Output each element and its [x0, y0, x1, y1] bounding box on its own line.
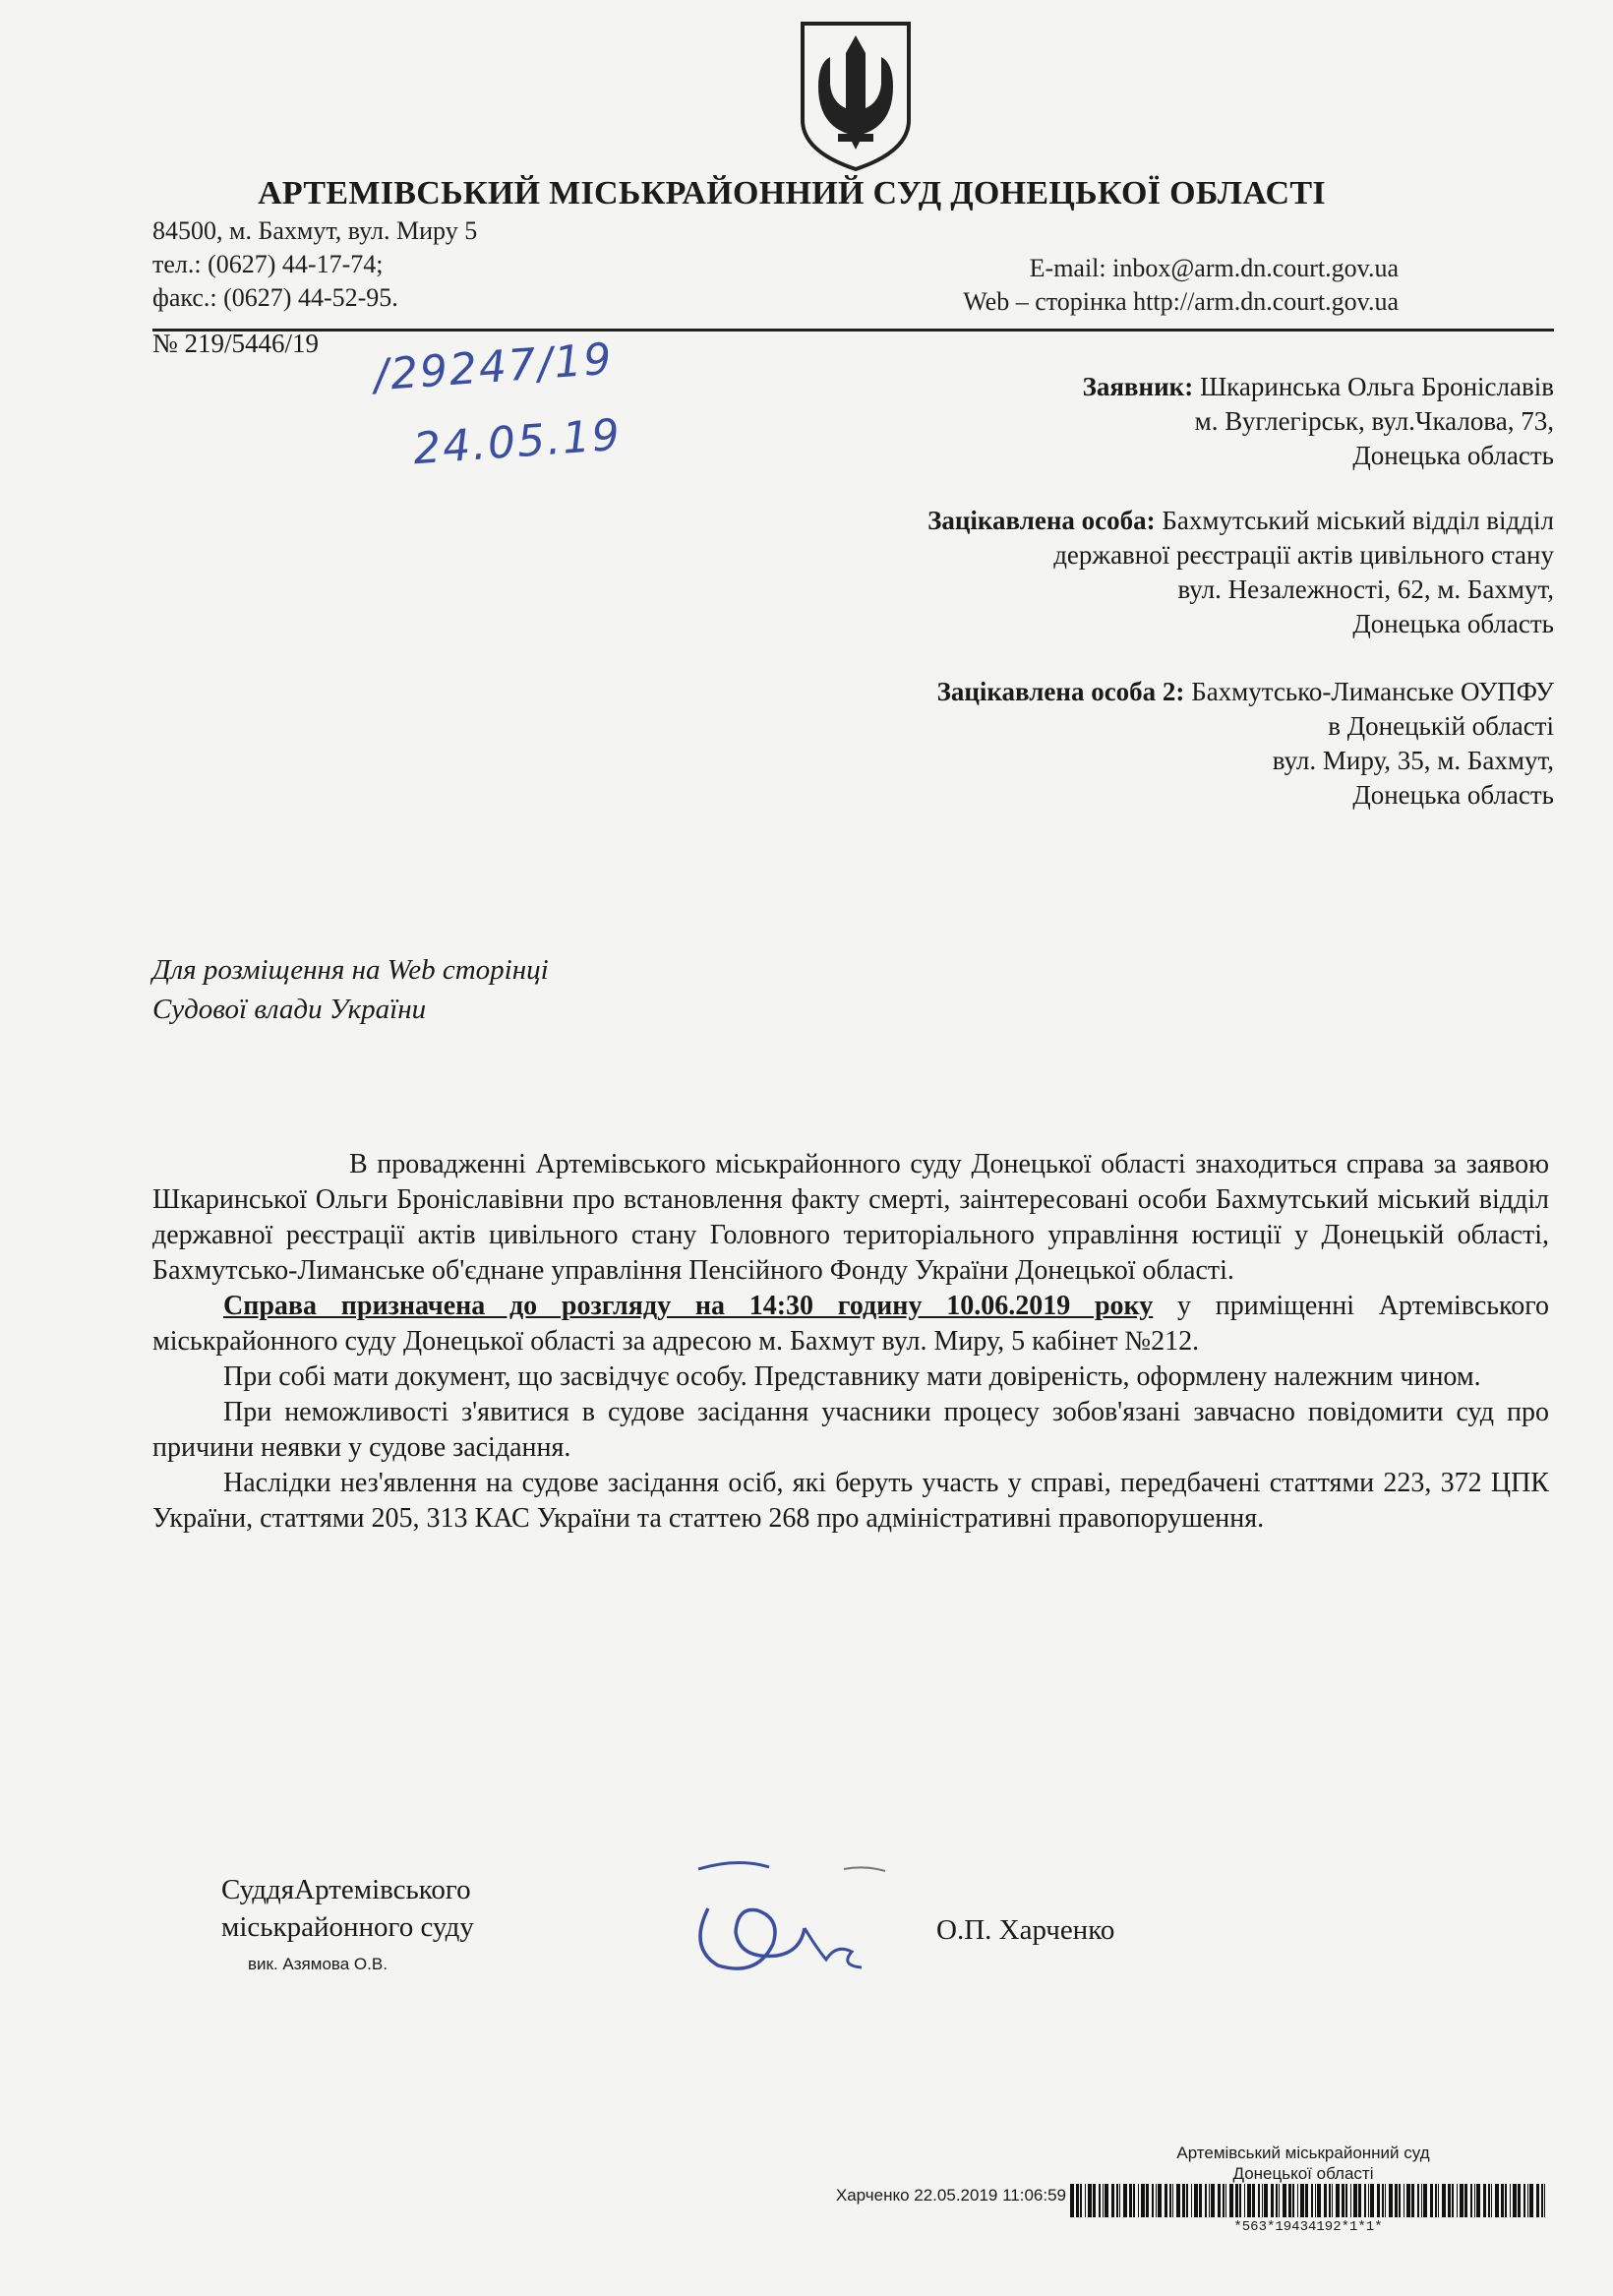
paragraph-hearing-schedule	[152, 1289, 1549, 1359]
web-note-line-1: Для розміщення на Web сторінці	[152, 954, 549, 986]
stamp-court-line-2: Донецької області	[1232, 2164, 1374, 2183]
applicant-address-2: Донецька область	[1352, 441, 1554, 470]
court-contacts-left	[152, 214, 477, 315]
notice-body	[152, 1147, 1549, 1537]
registration-stamp-court	[1151, 2143, 1456, 2184]
interested-party-1-label: Зацікавлена особа:	[927, 506, 1156, 535]
court-phone: тел.: (0627) 44-17-74;	[152, 250, 384, 278]
handwritten-incoming-number: /29247/19	[372, 333, 616, 401]
court-address: 84500, м. Бахмут, вул. Миру 5	[152, 216, 478, 245]
web-note-line-2: Судової влади України	[152, 994, 427, 1025]
paragraph-consequences: Наслідки нез'явлення на судове засідання осіб, які беруть участь у справі, передбачені статтями 223, 372 ЦПК України, статтями 205, 313 КАС України та статтею 268 про адміністративні правопорушення.	[152, 1468, 1549, 1534]
applicant-label: Заявник:	[1082, 372, 1194, 401]
applicant-address-1: м. Вуглегірськ, вул.Чкалова, 73,	[1194, 406, 1554, 436]
handwritten-signature	[679, 1849, 905, 1987]
judge-name: О.П. Харченко	[936, 1914, 1115, 1946]
court-email: E-mail: inbox@arm.dn.court.gov.ua	[1029, 254, 1399, 282]
applicant-name: Шкаринська Ольга Броніславів	[1199, 372, 1554, 401]
interested-party-2-address-2: Донецька область	[1352, 780, 1554, 810]
handwritten-incoming-date: 24.05.19	[411, 409, 624, 475]
interested-party-1-address-1: вул. Незалежності, 62, м. Бахмут,	[1177, 574, 1554, 604]
registration-barcode	[1070, 2184, 1548, 2217]
interested-party-1-address-2: Донецька область	[1352, 609, 1554, 638]
coat-of-arms-emblem	[795, 18, 917, 173]
paragraph-case-description: В провадженні Артемівського міськрайонного суду Донецької області знаходиться справа за заявою Шкаринської Ольги Броніславівни про встановлення факту смерті, заінтересовані особи Бахмутський міський відділ державної реєстрації актів цивільного стану Головного територіального управління юстиції у Донецькій області, Бахмутсько-Лиманське об'єднане управління Пенсійного Фонду України Донецької області.	[152, 1149, 1549, 1286]
stamp-court-line-1: Артемівський міськрайонний суд	[1176, 2144, 1430, 2162]
interested-party-2-line2: в Донецькій області	[1328, 711, 1554, 741]
hearing-location: у приміщенні Артемівського міськрайонного суду Донецької області за адресою м. Бахмут вул. Миру, 5 кабінет №212.	[152, 1291, 1549, 1357]
judge-title-line-1: СуддяАртемівського	[221, 1874, 471, 1905]
court-fax: факс.: (0627) 44-52-95.	[152, 283, 398, 312]
web-publication-note	[152, 950, 549, 1029]
court-title: АРТЕМІВСЬКИЙ МІСЬКРАЙОННИЙ СУД ДОНЕЦЬКОЇ ОБЛАСТІ	[258, 175, 1326, 211]
interested-party-2-block	[937, 675, 1554, 813]
interested-party-2-address-1: вул. Миру, 35, м. Бахмут,	[1272, 746, 1554, 775]
applicant-block	[1083, 370, 1554, 473]
executor-note: вик. Азямова О.В.	[248, 1955, 388, 1973]
interested-party-2-name: Бахмутсько-Лиманське ОУПФУ	[1191, 677, 1554, 706]
interested-party-1-line2: державної реєстрації актів цивільного стану	[1053, 540, 1554, 570]
interested-party-1-block	[927, 504, 1554, 641]
interested-party-1-name: Бахмутський міський відділ відділ	[1162, 506, 1554, 535]
header-divider	[152, 329, 1554, 332]
barcode-number: *563*19434192*1*1*	[1233, 2219, 1383, 2231]
court-web: Web – сторінка http://arm.dn.court.gov.ua	[963, 287, 1399, 316]
hearing-date-emphasis: Справа призначена до розгляду на 14:30 годину 10.06.2019 року	[223, 1291, 1154, 1321]
judge-title-line-2: міськрайонного суду	[221, 1911, 474, 1943]
case-number: № 219/5446/19	[152, 329, 320, 358]
registration-stamp-meta: Харченко 22.05.2019 11:06:59	[835, 2186, 1066, 2205]
interested-party-2-label: Зацікавлена особа 2:	[936, 677, 1185, 706]
paragraph-absence-notice: При неможливості з'явитися в судове засідання учасники процесу зобов'язані завчасно повідомити суд про причини неявки у судове засідання.	[152, 1397, 1549, 1463]
paragraph-documents: При собі мати документ, що засвідчує особу. Представнику мати довіреність, оформлену належним чином.	[223, 1361, 1481, 1392]
court-contacts-right	[836, 252, 1399, 319]
judge-title	[221, 1871, 474, 1946]
